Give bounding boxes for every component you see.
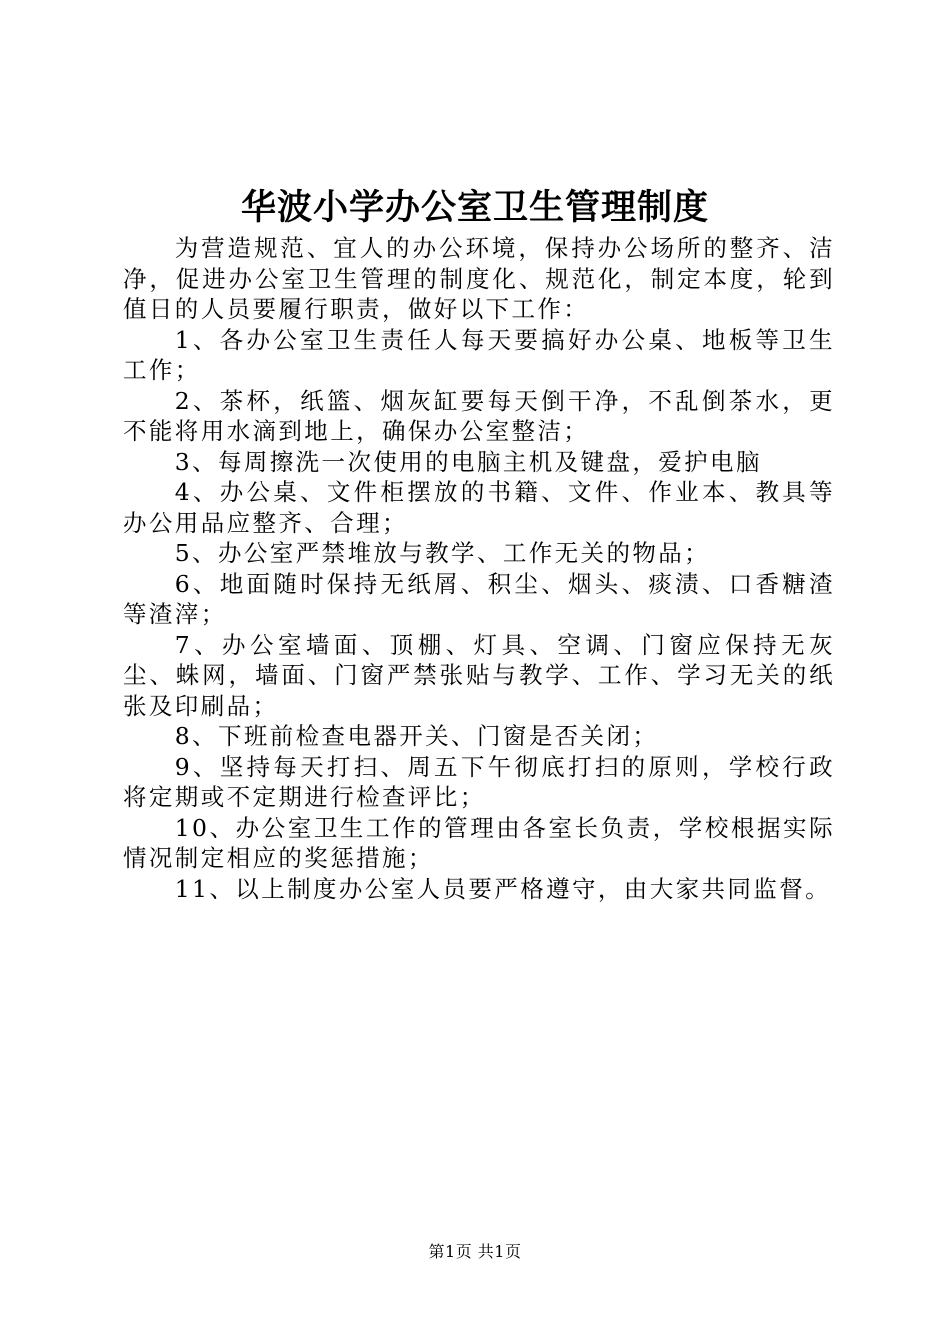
rule-item-8: 8、下班前检查电器开关、门窗是否关闭； bbox=[174, 722, 659, 750]
rule-item-7: 7、办公室墙面、顶棚、灯具、空调、门窗应保持无灰尘、蛛网，墙面、门窗严禁张贴与教学、工作、学习无关的纸张及印刷品； bbox=[123, 630, 835, 720]
rule-item-5: 5、办公室严禁堆放与教学、工作无关的物品； bbox=[174, 539, 711, 567]
rule-item-9: 9、坚持每天打扫、周五下午彻底打扫的原则，学校行政将定期或不定期进行检查评比； bbox=[123, 752, 835, 811]
rule-item-10: 10、办公室卫生工作的管理由各室长负责，学校根据实际情况制定相应的奖惩措施； bbox=[123, 813, 835, 872]
document-title: 华波小学办公室卫生管理制度 bbox=[240, 188, 709, 228]
intro-paragraph: 为营造规范、宜人的办公环境，保持办公场所的整齐、洁净，促进办公室卫生管理的制度化、规范化，制定本度，轮到值日的人员要履行职责，做好以下工作： bbox=[123, 234, 835, 323]
rule-item-1: 1、各办公室卫生责任人每天要搞好办公桌、地板等卫生工作； bbox=[123, 325, 835, 384]
rule-item-11: 11、以上制度办公室人员要严格遵守，由大家共同监督。 bbox=[174, 874, 831, 903]
rule-item-4: 4、办公桌、文件柜摆放的书籍、文件、作业本、教具等办公用品应整齐、合理； bbox=[123, 478, 835, 537]
rule-item-6: 6、地面随时保持无纸屑、积尘、烟头、痰渍、口香糖渣等渣滓； bbox=[123, 569, 835, 628]
rule-item-2: 2、茶杯，纸篮、烟灰缸要每天倒干净，不乱倒茶水，更不能将用水滴到地上，确保办公室整洁； bbox=[123, 386, 835, 445]
rule-item-3: 3、每周擦洗一次使用的电脑主机及键盘，爱护电脑 bbox=[174, 447, 762, 476]
document-body bbox=[123, 233, 835, 904]
page-footer: 第1页 共1页 bbox=[428, 1242, 522, 1261]
